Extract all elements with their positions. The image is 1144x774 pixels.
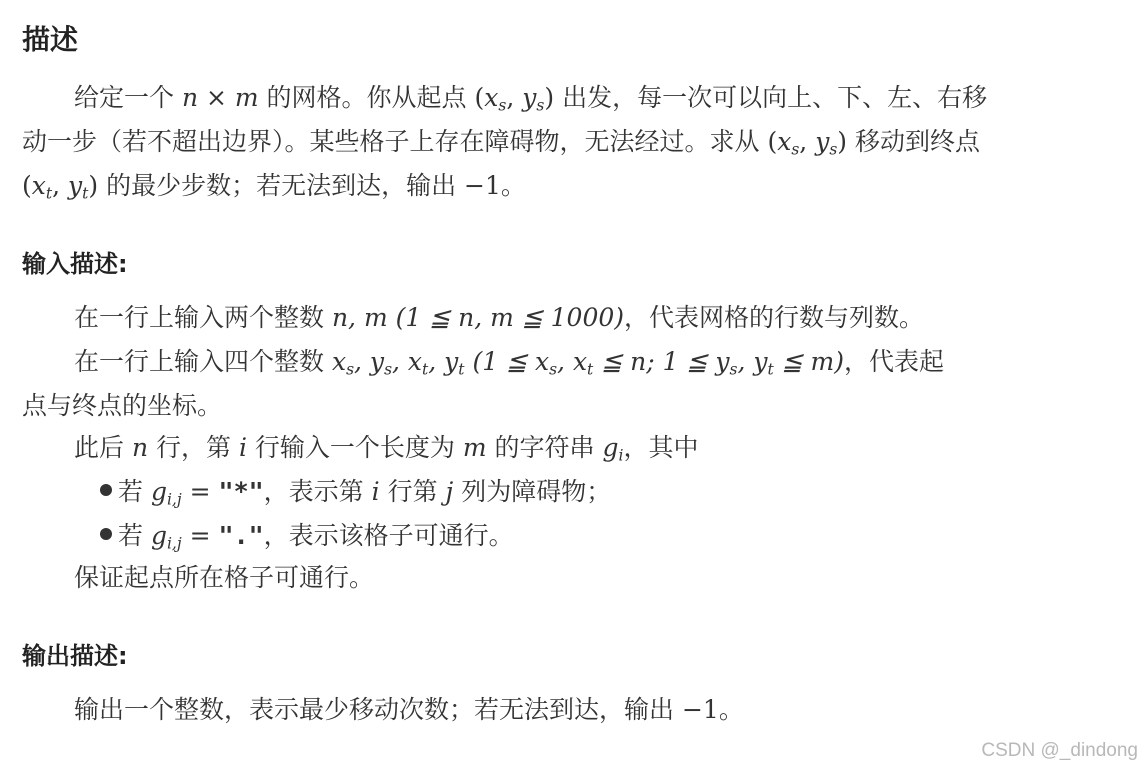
text: 若 (118, 521, 151, 550)
description-line-2: 动一步（若不超出边界）。某些格子上存在障碍物，无法经过。求从 ($x_s$, $y_s$) 移动到终点 (22, 127, 981, 159)
code-obstacle: "*" (218, 477, 264, 506)
text: 点与终点的坐标。 (22, 391, 223, 420)
bullet-icon (100, 528, 112, 540)
input-line-7 (74, 556, 1134, 600)
math-neg-one: −1 (681, 695, 719, 724)
text: 。 (718, 695, 744, 724)
text: 。 (500, 171, 526, 200)
math-range-2: $x_s$, $y_s$, $x_t$, $y_t$ (1 ≦ $x_s$, $x_t$ ≦ n; 1 ≦ $y_s$, $y_t$ ≦ m) (331, 347, 845, 379)
math-xs: $x_s$ (777, 127, 800, 159)
input-line-4 (74, 426, 1134, 470)
math-gij: $g_{i,j}$ (150, 521, 182, 553)
math-n: n (131, 433, 149, 462)
list-item (100, 470, 1130, 514)
text: 移动到终点 (847, 127, 981, 156)
text: 出发，每一次可以向上、下、左、右移 (554, 83, 988, 112)
math-equals: = (181, 477, 219, 506)
math-equals: = (181, 521, 219, 550)
text: 若 (118, 477, 151, 506)
text: 动一步（若不超出边界）。某些格子上存在障碍物，无法经过。求从 (22, 127, 768, 156)
math-range-1: n, m (1 ≦ n, m ≦ 1000) (331, 303, 625, 332)
description-line-3: ($x_t$, $y_t$) 的最少步数；若无法到达，输出 −1。 (22, 171, 526, 203)
output-line-1 (74, 688, 1134, 732)
output-heading: 输出描述: (22, 642, 128, 670)
text: ，表示该格子可通行。 (263, 521, 514, 550)
math-m: m (462, 433, 487, 462)
math-j: j (445, 477, 454, 506)
math-gij: $g_{i,j}$ (150, 477, 182, 509)
text: 输出一个整数，表示最少移动次数；若无法到达，输出 (74, 695, 682, 724)
math-ys: $y_s$ (815, 127, 838, 159)
text: 列为障碍物； (453, 477, 612, 506)
math-xs: $x_s$ (484, 83, 507, 115)
text: 的网格。你从起点 (258, 83, 475, 112)
text: 行第 (379, 477, 446, 506)
math-neg-one: −1 (464, 171, 501, 200)
text: 给定一个 (74, 83, 182, 112)
text: 在一行上输入两个整数 (74, 303, 332, 332)
math-ys: $y_s$ (522, 83, 545, 115)
math-open-paren: ( (474, 83, 485, 112)
math-i: i (371, 477, 380, 506)
text: 在一行上输入四个整数 (74, 347, 332, 376)
bullet-icon (100, 484, 112, 496)
text: 行，第 (148, 433, 239, 462)
list-item (100, 514, 1130, 558)
text: 的最少步数；若无法到达，输出 (98, 171, 465, 200)
input-line-1 (74, 296, 1134, 340)
input-line-3 (22, 384, 1132, 428)
math-i: i (238, 433, 247, 462)
csdn-watermark: CSDN @_dindong (981, 740, 1138, 761)
text: ，代表网格的行数与列数。 (624, 303, 925, 332)
text: 行输入一个长度为 (246, 433, 463, 462)
text: 保证起点所在格子可通行。 (74, 563, 375, 592)
input-heading: 输入描述: (22, 250, 128, 278)
text: 的字符串 (486, 433, 603, 462)
math-gi: $g_i$ (602, 433, 624, 465)
math-grid-size: n × m (181, 83, 259, 112)
input-line-2 (74, 340, 1134, 384)
math-xt: $x_t$ (31, 171, 53, 203)
description-line-1: 给定一个 n × m 的网格。你从起点 ($x_s$, $y_s$) 出发，每一次可以向上、下、左、右移 (74, 83, 988, 115)
text: ，代表起 (844, 347, 945, 376)
text: ，表示第 (263, 477, 372, 506)
code-passable: "." (218, 521, 264, 550)
text: ，其中 (623, 433, 699, 462)
description-heading: 描述 (22, 23, 79, 56)
text: 此后 (74, 433, 132, 462)
math-yt: $y_t$ (68, 171, 89, 203)
